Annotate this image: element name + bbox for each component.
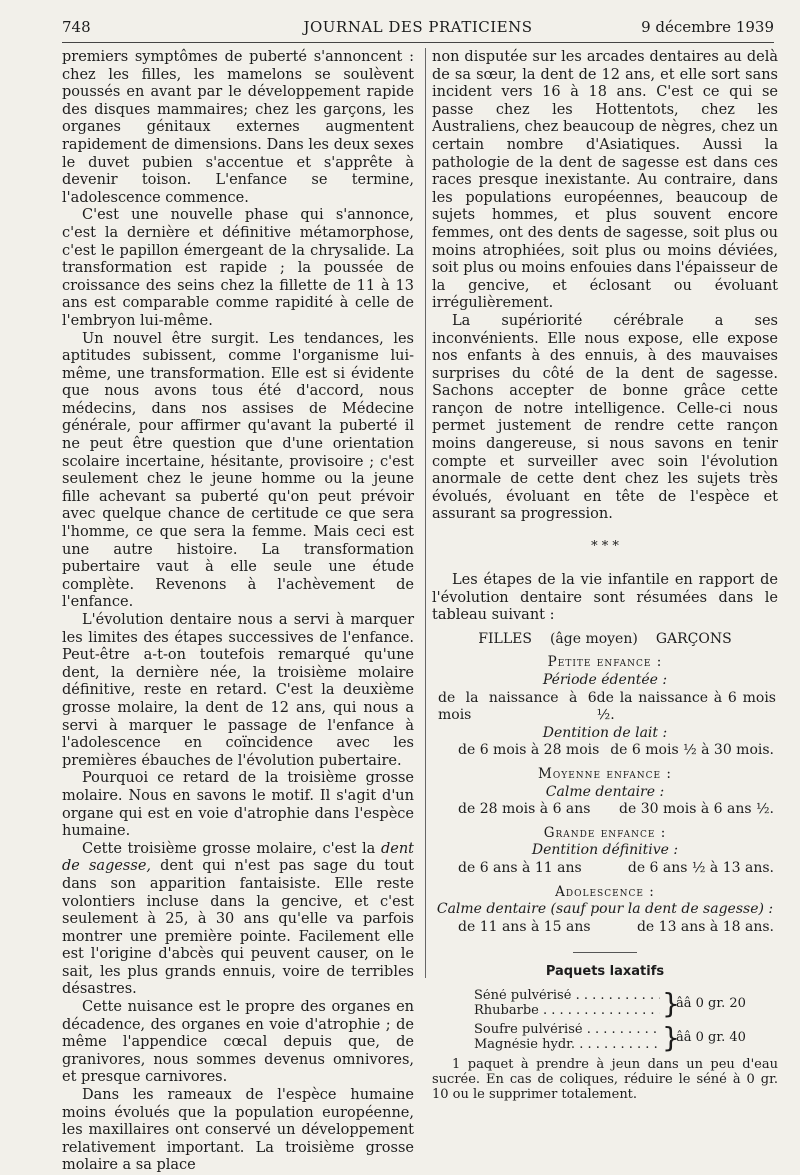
stage-title: Grande enfance : xyxy=(543,824,667,841)
girls-age: de 28 mois à 6 ans xyxy=(458,801,591,818)
girls-age: de 6 ans à 11 ans xyxy=(458,859,582,876)
text: dent qui n'est pas sage du tout dans son apparition fantaisiste. Elle reste volontiers incluse dans la gencive, et c'est seulement à 25, à 30 ans qu'elle va parfois montrer une première pointe. Facilement elle est l'origine d'abcès qui peuvent causer, on le sait, les plus grands ennuis, voire de terribles désastres. xyxy=(62,858,414,998)
paragraph: Un nouvel être surgit. Les tendances, les aptitudes subissent, comme l'organisme lui-même, une transformation. Elle est si évidente que nous avons tous été d'accord, nous médecins, dans nos assises de Médecine générale, pour affirmer qu'avant la puberté il ne peut être question que d'une orientation scolaire incertaine, hésitante, provisoire ; c'est seulement chez le jeune homme ou la jeune fille achevant sa puberté qu'on peut prévoir avec quelque chance de certitude ce que sera l'homme, ce que sera la femme. Mais ceci est une autre histoire. La transformation pubertaire vaut à elle seule une étude complète. Revenons à l'achèvement de l'enfance. xyxy=(62,330,414,611)
period-title: Période édentée : xyxy=(542,672,668,688)
paragraph: premiers symptômes de puberté s'annoncent : chez les filles, les mamelons se soulèvent poussés en avant par le développement rapide des disques mammaires; chez les garçons, les organes génitaux externes augmentent rapidement de dimensions. Dans les deux sexes le duvet pubien s'accentue et s'apprête à devenir toison. L'enfance se termine, l'adolescence commence. xyxy=(62,49,414,206)
table-header xyxy=(432,631,778,649)
girls-header: FILLES xyxy=(478,630,532,647)
paragraph: Pourquoi ce retard de la troisième grosse molaire. Nous en savons le motif. Il s'agit d'un organe qui est en voie d'atrophie dans l'espèce humaine. xyxy=(62,770,414,840)
ingredient: Soufre pulvérisé . . . xyxy=(474,1023,660,1037)
boys-age: de la naissance à 6 mois ½. xyxy=(596,689,776,724)
table-row xyxy=(432,690,778,725)
stage-title: Petite enfance : xyxy=(547,654,663,671)
girls-age: de 6 mois à 28 mois xyxy=(458,742,600,759)
left-column xyxy=(62,49,414,1175)
ingredient: Rhubarbe . . . xyxy=(474,1004,660,1018)
boys-age: de 13 ans à 18 ans. xyxy=(636,918,774,935)
dose: ââ 0 gr. 40 xyxy=(676,1029,746,1045)
table-row xyxy=(432,919,778,937)
boys-age: de 30 mois à 6 ans ½. xyxy=(619,801,774,818)
paragraph: C'est une nouvelle phase qui s'annonce, c'est la dernière et définitive métamorphose, c'est le papillon émergeant de la chrysalide. La transformation est rapide ; la poussée de croissance des seins chez la fillette de 11 à 13 ans est comparable comme rapidité à celle de l'embryon lui-même. xyxy=(62,207,414,329)
girls-age: de 11 ans à 15 ans xyxy=(458,918,591,935)
period-title: Calme dentaire (sauf pour la dent de sagesse) : xyxy=(436,901,774,918)
divider xyxy=(573,952,637,953)
boys-header: GARÇONS xyxy=(655,630,732,647)
stage-title: Moyenne enfance : xyxy=(538,765,672,782)
recipe-title: Paquets laxatifs xyxy=(545,964,665,980)
text: Cette troisième grosse molaire, c'est la xyxy=(82,840,381,857)
table-row xyxy=(432,801,778,819)
period-title: Dentition définitive : xyxy=(531,842,679,859)
brace-icon: } xyxy=(662,1020,680,1054)
stage-title: Adolescence : xyxy=(555,883,655,900)
ingredient: Séné pulvérisé . . . xyxy=(474,989,660,1003)
table-row xyxy=(432,860,778,878)
paragraph: La supériorité cérébrale a ses inconvénients. Elle nous expose, elle expose nos enfants à des ennuis, à des mauvaises surprises du côté de la dent de sagesse. Sachons accepter de bonne grâce cette rançon de notre intelligence. Celle-ci nous permet justement de rendre cette rançon moins dangereuse, si nous savons en tenir compte et surveiller avec soin l'évolution anormale de cette dent chez les sujets très évolués, évoluant en tête de l'espèce et assurant sa progression. xyxy=(432,312,778,523)
recipe-ingredients xyxy=(432,986,778,1057)
page-header xyxy=(62,16,774,43)
paragraph: L'évolution dentaire nous a servi à marquer les limites des étapes successives de l'enfance. Peut-être a-t-on toutefois remarqué qu'une dent, la dernière née, la troisième molaire définitive, reste en retard. C'est la deuxième grosse molaire, la dent de 12 ans, qui nous a servi à marquer le passage de l'enfance à l'adolescence en coïncidence avec les premières ébauches de l'évolution pubertaire. xyxy=(62,612,414,769)
journal-title: JOURNAL DES PRATICIENS xyxy=(303,18,533,36)
recipe-instructions: 1 paquet à prendre à jeun dans un peu d'eau sucrée. En cas de coliques, réduire le séné à 0 gr. 10 ou le supprimer totalement. xyxy=(432,1056,778,1102)
paragraph: non disputée sur les arcades dentaires au delà de sa sœur, la dent de 12 ans, et elle sort sans incident vers 16 à 18 ans. C'est ce qui se passe chez les Hottentots, chez les Australiens, chez beaucoup de nègres, chez un certain nombre d'Asiatiques. Aussi la pathologie de la dent de sagesse est dans ces races presque inexistante. Au contraire, dans les populations européennes, beaucoup de sujets hommes, et plus souvent encore femmes, ont des dents de sagesse, soit plus ou moins atrophiées, soit plus ou moins déviées, soit plus ou moins enfouies dans l'épaisseur de la gencive, et éclosant ou évoluant irrégulièrement. xyxy=(432,49,778,312)
italic-term: dent de sagesse, xyxy=(62,840,414,875)
ingredient: Magnésie hydr. . . . xyxy=(474,1038,660,1052)
period-title: Calme dentaire : xyxy=(545,783,665,800)
paragraph: Dans les rameaux de l'espèce humaine moins évolués que la population européenne, les maxillaires ont conservé un développement relativement important. La troisième grosse molaire a sa place xyxy=(62,1087,414,1174)
brace-icon: } xyxy=(662,986,680,1020)
right-column xyxy=(432,49,778,1102)
paragraph-dent-de-sagesse xyxy=(62,841,414,999)
period-title: Dentition de lait : xyxy=(542,724,668,741)
age-header: (âge moyen) xyxy=(549,630,638,647)
girls-age: de la naissance à 6 mois xyxy=(438,689,597,724)
issue-date: 9 décembre 1939 xyxy=(641,18,774,36)
section-separator xyxy=(432,536,778,558)
boys-age: de 6 mois ½ à 30 mois. xyxy=(610,742,774,759)
column-divider xyxy=(425,48,426,978)
dose: ââ 0 gr. 20 xyxy=(676,995,746,1011)
asterism: * * * xyxy=(591,539,619,555)
boys-age: de 6 ans ½ à 13 ans. xyxy=(627,859,774,876)
paragraph: Cette nuisance est le propre des organes en décadence, des organes en voie d'atrophie ; de même l'appendice cœcal depuis que, de granivores, nous sommes devenus omnivores, et presque carnivores. xyxy=(62,999,414,1086)
page-number: 748 xyxy=(62,18,91,36)
table-intro: Les étapes de la vie infantile en rapport de l'évolution dentaire sont résumées dans le tableau suivant : xyxy=(432,572,778,624)
table-row xyxy=(432,742,778,760)
